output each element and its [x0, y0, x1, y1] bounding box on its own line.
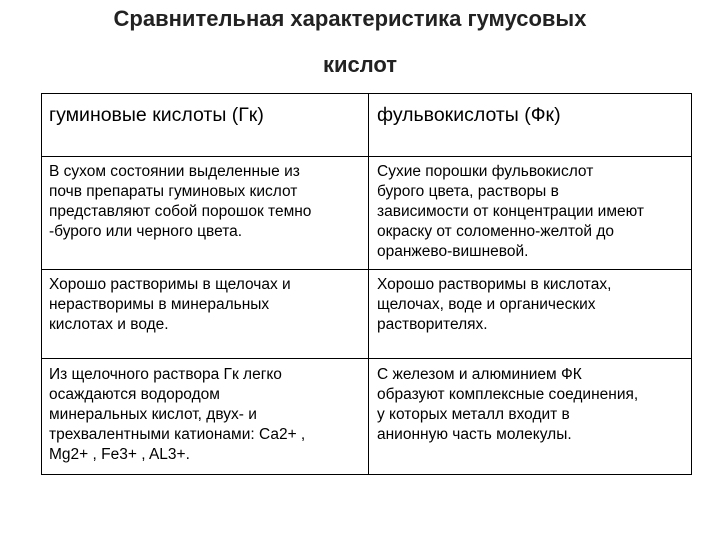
cell-text: Сухие порошки фульвокислот бурого цвета, растворы в зависимости от концентрации имеют окраску от соломенно-желтой до оранжево-вишневой. [377, 163, 644, 260]
table-row [42, 359, 692, 475]
cell-text: Хорошо растворимы в кислотах, щелочах, воде и органических растворителях. [377, 276, 612, 333]
comparison-table [41, 93, 692, 475]
cell-text: С железом и алюминием ФК образуют комплексные соединения, у которых металл входит в анионную часть молекулы. [377, 366, 639, 443]
table-row [42, 270, 692, 359]
table-cell [369, 270, 692, 359]
table-cell [42, 270, 369, 359]
cell-text: Хорошо растворимы в щелочах и нерастворимы в минеральных кислотах и воде. [49, 276, 291, 333]
table-header-row [42, 94, 692, 157]
header-fulvic-acids-label: фульвокислоты (Фк) [377, 104, 561, 126]
table-cell [369, 359, 692, 475]
slide-title-line-2: кислот [322, 52, 398, 77]
header-fulvic-acids [369, 94, 692, 157]
cell-text: В сухом состоянии выделенные из почв препараты гуминовых кислот представляют собой порошок темно -бурого или черного цвета. [49, 163, 312, 240]
table-cell [369, 157, 692, 270]
table-cell [42, 157, 369, 270]
table-cell [42, 359, 369, 475]
cell-text: Из щелочного раствора Гк легко осаждаются водородом минеральных кислот, двух- и трехвалентными катионами: Са2+ , Mg2+ , Fe3+ , AL3+. [49, 366, 306, 463]
header-humic-acids-label: гуминовые кислоты (Гк) [49, 104, 264, 126]
header-humic-acids [42, 94, 369, 157]
table-row [42, 157, 692, 270]
slide-title-line-1: Сравнительная характеристика гумусовых [113, 6, 587, 31]
